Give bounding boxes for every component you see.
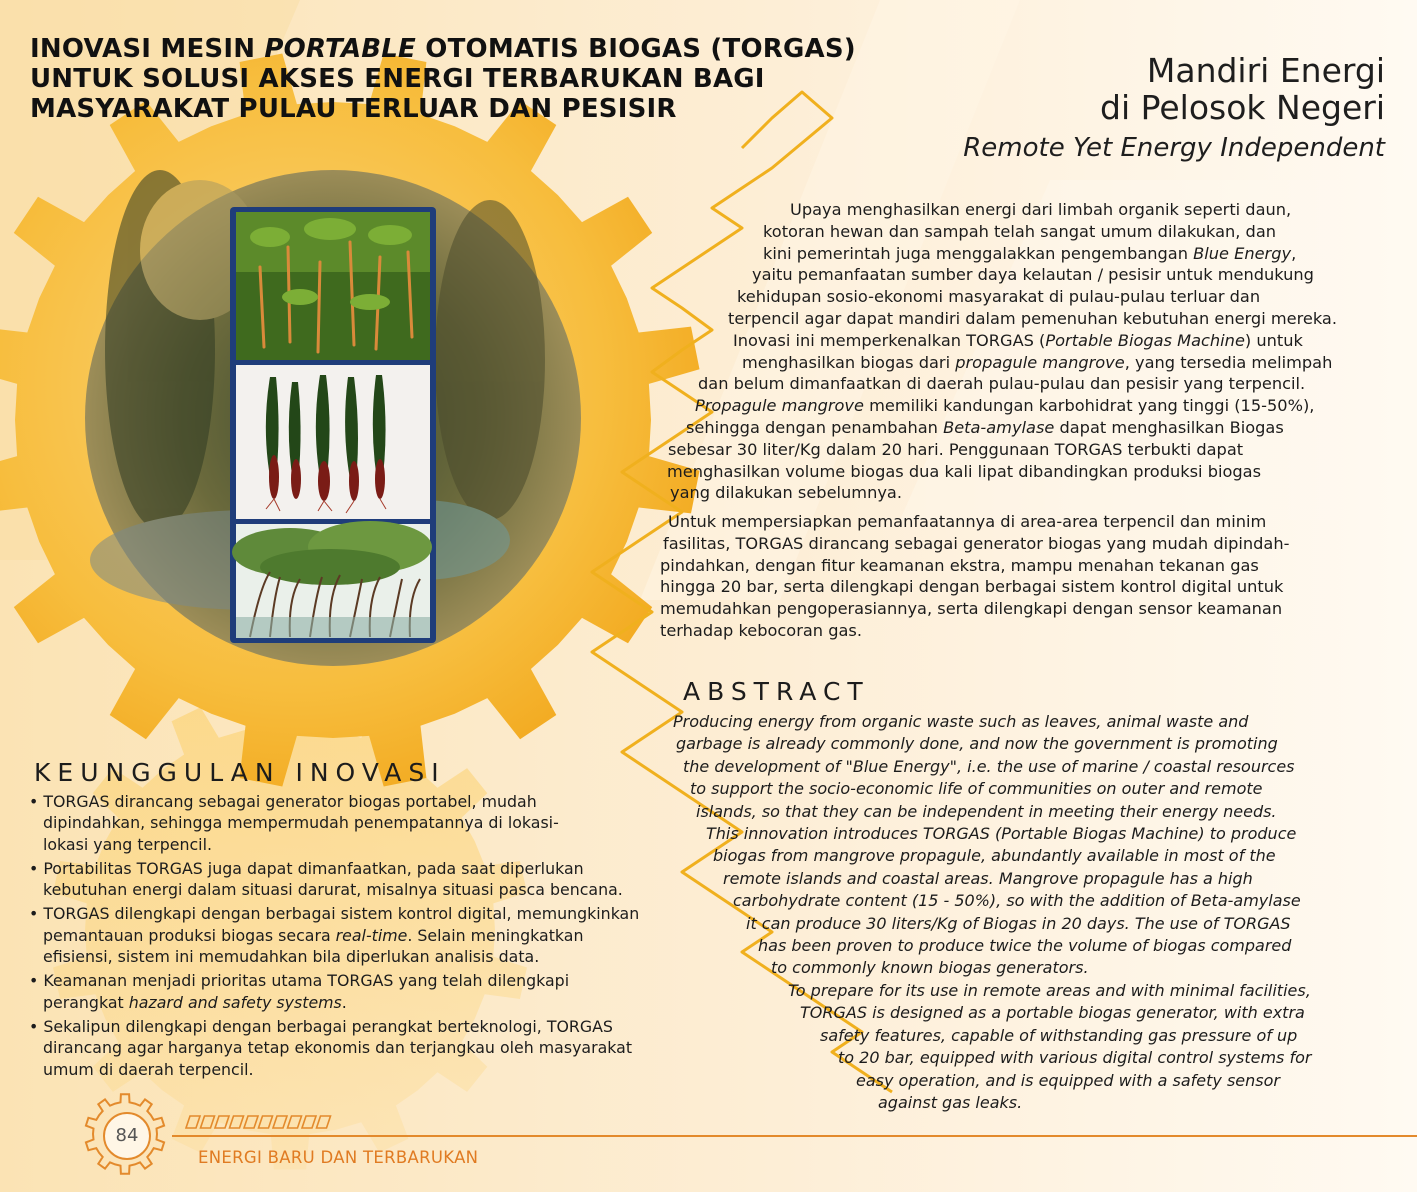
paragraph-line: pindahkan, dengan fitur keamanan ekstra, mampu menahan tekanan gas (660, 555, 1259, 575)
abstract-line: easy operation, and is equipped with a safety sensor (856, 1070, 1280, 1090)
mangrove-seedlings-photo (236, 212, 430, 360)
intro-line: Upaya menghasilkan energi dari limbah organik seperti daun, (790, 200, 1292, 219)
paragraph-line: hingga 20 bar, serta dilengkapi dengan berbagai sistem kontrol digital untuk (660, 577, 1284, 597)
paragraph-line: fasilitas, TORGAS dirancang sebagai generator biogas yang mudah dipindah- (663, 533, 1290, 553)
intro-line: yaitu pemanfaatan sumber daya kelautan / pesisir untuk mendukung (752, 265, 1314, 285)
intro-line: Inovasi ini memperkenalkan TORGAS (Portable Biogas Machine) untuk (733, 330, 1303, 350)
advantage-line: pemantauan produksi biogas secara real-time. Selain meningkatkan (43, 925, 584, 945)
abstract-line: Producing energy from organic waste such as leaves, animal waste and (673, 712, 1249, 731)
advantage-line: • Keamanan menjadi prioritas utama TORGAS yang telah dilengkapi (29, 971, 570, 991)
advantage-line: dirancang agar harganya tetap ekonomis dan terjangkau oleh masyarakat (43, 1038, 633, 1058)
advantage-item (29, 858, 729, 901)
intro-line: sehingga dengan penambahan Beta-amylase dapat menghasilkan Biogas (686, 417, 1284, 437)
tagline-english: Remote Yet Energy Independent (963, 133, 1385, 163)
abstract-line: carbohydrate content (15 - 50%), so with the addition of Beta-amylase (733, 891, 1301, 911)
advantage-line: • Portabilitas TORGAS juga dapat dimanfaatkan, pada saat diperlukan (29, 858, 584, 878)
advantage-line: lokasi yang terpencil. (43, 834, 212, 854)
paragraph-line: terhadap kebocoran gas. (660, 620, 862, 640)
advantages-heading: KEUNGGULAN INOVASI (34, 758, 446, 787)
advantage-item (29, 1016, 729, 1080)
advantage-line: efisiensi, sistem ini memudahkan bila diperlukan analisis data. (43, 947, 540, 967)
photo-collage (230, 207, 436, 643)
intro-paragraph (560, 199, 1386, 504)
title-line-1: INOVASI MESIN PORTABLE OTOMATIS BIOGAS (TORGAS) (30, 34, 856, 64)
abstract-line: it can produce 30 liters/Kg of Biogas in 20 days. The use of TORGAS (746, 913, 1291, 933)
abstract-line: the development of "Blue Energy", i.e. the use of marine / coastal resources (683, 756, 1295, 776)
advantage-line: • TORGAS dirancang sebagai generator biogas portabel, mudah (29, 792, 537, 811)
intro-line: sebesar 30 liter/Kg dalam 20 hari. Penggunaan TORGAS terbukti dapat (668, 439, 1244, 459)
advantage-line: • Sekalipun dilengkapi dengan berbagai perangkat berteknologi, TORGAS (29, 1016, 613, 1036)
advantage-line: kebutuhan energi dalam situasi darurat, misalnya situasi pasca bencana. (43, 880, 623, 900)
tagline-line-2: di Pelosok Negeri (1100, 88, 1385, 127)
intro-line: terpencil agar dapat mandiri dalam pemenuhan kebutuhan energi mereka. (728, 308, 1337, 328)
title-line-2: UNTUK SOLUSI AKSES ENERGI TERBARUKAN BAGI (30, 64, 765, 94)
abstract-heading: ABSTRACT (683, 677, 870, 706)
abstract-line: biogas from mangrove propagule, abundantly available in most of the (713, 846, 1276, 866)
tagline-block (963, 52, 1385, 166)
intro-line: menghasilkan volume biogas dua kali lipat dibandingkan produksi biogas (667, 461, 1261, 481)
advantage-line: perangkat hazard and safety systems. (43, 992, 347, 1012)
abstract-line: to 20 bar, equipped with various digital control systems for (838, 1048, 1312, 1068)
intro-line: dan belum dimanfaatkan di daerah pulau-pulau dan pesisir yang terpencil. (698, 374, 1306, 394)
footer-section-title: ENERGI BARU DAN TERBARUKAN (198, 1148, 479, 1167)
advantage-item (29, 970, 729, 1013)
intro-line: menghasilkan biogas dari propagule mangrove, yang tersedia melimpah (742, 352, 1333, 372)
intro-line: Propagule mangrove memiliki kandungan karbohidrat yang tinggi (15-50%), (695, 396, 1315, 416)
abstract-line: against gas leaks. (878, 1092, 1023, 1112)
advantage-line: dipindahkan, sehingga mempermudah penempatannya di lokasi- (43, 813, 559, 833)
mangrove-propagules-photo (236, 365, 430, 519)
mangrove-forest-photo (232, 521, 432, 638)
intro-line: yang dilakukan sebelumnya. (670, 483, 902, 503)
abstract-line: remote islands and coastal areas. Mangrove propagule has a high (723, 868, 1253, 888)
abstract-line: This innovation introduces TORGAS (Portable Biogas Machine) to produce (706, 824, 1297, 844)
intro-line: kini pemerintah juga menggalakkan pengembangan Blue Energy, (763, 243, 1297, 263)
abstract-line: TORGAS is designed as a portable biogas generator, with extra (800, 1003, 1305, 1023)
intro-line: kotoran hewan dan sampah telah sangat umum dilakukan, dan (763, 221, 1277, 241)
abstract-line: To prepare for its use in remote areas and with minimal facilities, (788, 980, 1311, 1000)
page-number: 84 (103, 1112, 151, 1160)
abstract-line: islands, so that they can be independent in meeting their energy needs. (696, 801, 1277, 821)
paragraph-line: Untuk mempersiapkan pemanfaatannya di area-area terpencil dan minim (668, 512, 1267, 531)
intro-line: kehidupan sosio-ekonomi masyarakat di pulau-pulau terluar dan (737, 287, 1261, 307)
advantage-line: • TORGAS dilengkapi dengan berbagai sistem kontrol digital, memungkinkan (29, 904, 640, 924)
abstract-line: to commonly known biogas generators. (771, 958, 1089, 978)
intro-paragraph-2 (660, 511, 1390, 642)
abstract-line: safety features, capable of withstanding gas pressure of up (820, 1025, 1298, 1045)
advantage-item (29, 791, 729, 855)
article-title (30, 34, 870, 124)
title-line-3: MASYARAKAT PULAU TERLUAR DAN PESISIR (30, 94, 677, 124)
advantages-list (29, 791, 729, 1080)
abstract-line: to support the socio-economic life of communities on outer and remote (690, 779, 1263, 799)
advantage-line: umum di daerah terpencil. (43, 1059, 254, 1079)
tagline-line-1: Mandiri Energi (1146, 51, 1385, 90)
abstract-line: garbage is already commonly done, and now the government is promoting (676, 734, 1278, 754)
paragraph-line: memudahkan pengoperasiannya, serta dilengkapi dengan sensor keamanan (660, 599, 1283, 619)
advantage-item (29, 903, 729, 967)
abstract-line: has been proven to produce twice the volume of biogas compared (758, 936, 1292, 956)
